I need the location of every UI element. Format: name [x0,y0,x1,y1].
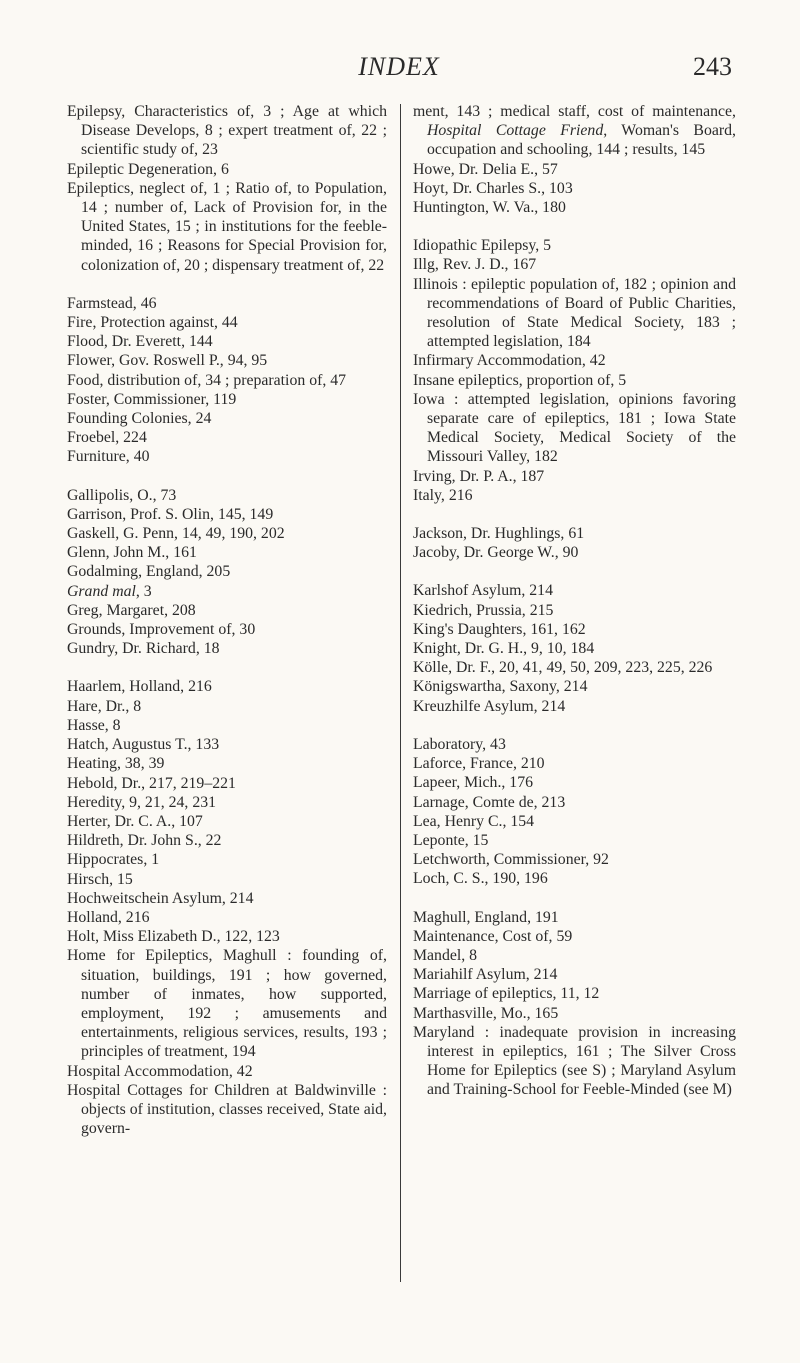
index-entry-text: Grounds, Improvement of, 30 [67,621,256,639]
index-entry [67,927,387,946]
index-entry [413,984,736,1003]
index-entry [413,869,736,888]
index-entry [67,524,387,543]
index-entry-text: Gallipolis, O., 73 [67,486,177,504]
index-entry [413,697,736,716]
index-entry-text: Letchworth, Commissioner, 92 [413,851,609,869]
index-entry [67,447,387,466]
index-entry [67,697,387,716]
index-entry-text: Hippocrates, 1 [67,851,160,869]
index-entry [67,294,387,313]
index-entry [67,850,387,869]
index-entry [67,754,387,773]
index-entry-text: Hospital Cottages for Children at Baldwinville : objects of institution, classes received, State aid, govern- [67,1081,387,1138]
index-entry-text: Italy, 216 [413,486,473,504]
letter-section-gap [67,467,387,486]
letter-section-gap [413,562,736,581]
index-entry-text: Hatch, Augustus T., 133 [67,736,220,754]
index-entry-text: Larnage, Comte de, 213 [413,793,566,811]
page-number: 243 [693,52,732,81]
index-entry-text: Hasse, 8 [67,716,121,734]
index-entry-text: , 3 [135,582,152,600]
index-entry-text: Holland, 216 [67,908,150,926]
index-entry [67,946,387,1061]
index-entry [67,716,387,735]
running-head: INDEX [358,52,440,81]
index-entry [413,639,736,658]
index-entry-text: Farmstead, 46 [67,294,157,312]
index-entry-text: Howe, Dr. Delia E., 57 [413,160,558,178]
index-entry [67,735,387,754]
index-entry-text: Königswartha, Saxony, 214 [413,678,588,696]
letter-section-gap [67,275,387,294]
index-entry-text: Gaskell, G. Penn, 14, 49, 190, 202 [67,525,285,543]
index-entry [67,793,387,812]
index-entry-text: Knight, Dr. G. H., 9, 10, 184 [413,640,595,658]
index-entry [67,620,387,639]
index-entry-text: Heating, 38, 39 [67,755,165,773]
index-entry-text: Flood, Dr. Everett, 144 [67,333,213,351]
index-entry [413,581,736,600]
index-entry [413,371,736,390]
index-entry [413,658,736,677]
index-entry [413,524,736,543]
index-entry [413,793,736,812]
index-entry-text: Leponte, 15 [413,831,489,849]
index-entry [413,601,736,620]
index-entry-italic-text: Hospital Cottage Friend [427,122,604,140]
index-entry-text: Fire, Protection against, 44 [67,314,238,332]
index-entry-text: Marthasville, Mo., 165 [413,1004,559,1022]
index-entry-text: Lea, Henry C., 154 [413,812,535,830]
index-entry [67,812,387,831]
index-entry-text: Lapeer, Mich., 176 [413,774,533,792]
index-entry-text: Loch, C. S., 190, 196 [413,870,548,888]
index-entry [67,1062,387,1081]
index-entry-text: Karlshof Asylum, 214 [413,582,553,600]
index-entry-text: Mariahilf Asylum, 214 [413,966,558,984]
index-entry [67,889,387,908]
index-entry-text: Kreuzhilfe Asylum, 214 [413,697,566,715]
index-entry [67,562,387,581]
index-entry [413,946,736,965]
index-entry [67,102,387,160]
index-entry-text: Maryland : inadequate provision in increasing interest in epileptics, 161 ; The Silver Cross Home for Epileptics (see S) ; Maryland Asylum and Training-School for Feeble-Minded (see M) [413,1023,736,1099]
letter-section-gap [67,658,387,677]
index-entry-text: Glenn, John M., 161 [67,544,197,562]
index-entry [67,390,387,409]
index-entry [413,754,736,773]
index-entry [413,198,736,217]
index-entry-text: Infirmary Accommodation, 42 [413,352,606,370]
page-header [66,52,732,92]
index-entry [67,639,387,658]
index-entry [413,390,736,467]
index-entry [413,620,736,639]
index-entry [413,467,736,486]
index-entry [413,735,736,754]
index-entry-text: Herter, Dr. C. A., 107 [67,812,203,830]
index-entry [413,351,736,370]
index-entry-text: Hebold, Dr., 217, 219–221 [67,774,236,792]
index-entry-text: Irving, Dr. P. A., 187 [413,467,545,485]
index-entry-text: Hoyt, Dr. Charles S., 103 [413,179,573,197]
index-entry [413,102,736,160]
index-entry [67,505,387,524]
letter-section-gap [413,716,736,735]
index-entry-text: Epileptic Degeneration, 6 [67,160,229,178]
index-entry-text: Illg, Rev. J. D., 167 [413,256,537,274]
index-entry-text: Froebel, 224 [67,429,147,447]
index-entry [67,601,387,620]
index-entry [67,677,387,696]
letter-section-gap [413,217,736,236]
index-entry-text: Huntington, W. Va., 180 [413,199,566,217]
index-entry [413,255,736,274]
index-entry [413,850,736,869]
index-entry [413,486,736,505]
index-entry-text: Iowa : attempted legislation, opinions favoring separate care of epileptics, 181 ; Iowa State Medical Society, Medical Society of the Missouri Valley, 182 [413,390,736,466]
index-entry-text: Marriage of epileptics, 11, 12 [413,985,600,1003]
index-entry-text: Maintenance, Cost of, 59 [413,927,573,945]
index-entry-text: Hildreth, Dr. John S., 22 [67,832,222,850]
index-entry [413,965,736,984]
index-entry-text: Founding Colonies, 24 [67,410,212,428]
index-entry [413,677,736,696]
column-divider [400,104,401,1282]
index-entry-text: Greg, Margaret, 208 [67,601,196,619]
index-entry [67,486,387,505]
index-entry [67,351,387,370]
index-entry [67,831,387,850]
index-entry-text: ment, 143 ; medical staff, cost of maintenance, [413,103,736,120]
index-entry [67,409,387,428]
index-entry [67,313,387,332]
index-entry-text: Home for Epileptics, Maghull : founding of, situation, buildings, 191 ; how governed, number of inmates, how supported, employment, 192 ; amusements and entertainments, religious services, results, 193 ; principles of treatment, 194 [67,947,387,1061]
index-entry-text: Idiopathic Epilepsy, 5 [413,237,552,255]
index-column-left [67,102,387,1138]
index-entry-text: Epileptics, neglect of, 1 ; Ratio of, to Population, 14 ; number of, Lack of Provision for, in the United States, 15 ; in institutions for the feeble-minded, 16 ; Reasons for Special Provision for, colonization of, 20 ; dispensary treatment of, 22 [67,179,387,274]
index-entry-text: Epilepsy, Characteristics of, 3 ; Age at which Disease Develops, 8 ; expert treatment of, 22 ; scientific study of, 23 [67,103,387,159]
index-entry [67,870,387,889]
index-entry-text: Hochweitschein Asylum, 214 [67,889,254,907]
index-entry-text: Jackson, Dr. Hughlings, 61 [413,525,585,543]
index-entry-text: Haarlem, Holland, 216 [67,678,212,696]
index-entry [413,831,736,850]
index-entry-text: Mandel, 8 [413,946,478,964]
index-entry-text: , Woman's Board, occupation and schooling, 144 ; results, 145 [427,122,736,159]
index-entry-text: Hirsch, 15 [67,870,133,888]
index-entry [413,927,736,946]
index-entry [413,236,736,255]
index-entry [67,428,387,447]
index-entry-text: Hare, Dr., 8 [67,697,142,715]
index-entry-italic-text: Grand mal [67,582,136,600]
index-entry-text: Laforce, France, 210 [413,755,545,773]
index-entry-text: Illinois : epileptic population of, 182 ; opinion and recommendations of Board of Public Charities, resolution of State Medical Society, 183 ; attempted legislation, 184 [413,275,736,351]
index-entry-text: Flower, Gov. Roswell P., 94, 95 [67,352,268,370]
letter-section-gap [413,889,736,908]
index-entry-text: Insane epileptics, proportion of, 5 [413,371,627,389]
index-entry [413,1023,736,1100]
index-entry [67,332,387,351]
index-entry [67,1081,387,1139]
index-entry-text: Gundry, Dr. Richard, 18 [67,640,220,658]
index-entry-text: Kölle, Dr. F., 20, 41, 49, 50, 209, 223, 225, 226 [413,659,713,677]
index-entry-text: Foster, Commissioner, 119 [67,390,237,408]
index-entry-text: Laboratory, 43 [413,735,506,753]
index-entry [67,160,387,179]
index-entry [67,774,387,793]
index-entry-text: Hospital Accommodation, 42 [67,1062,253,1080]
index-entry-text: King's Daughters, 161, 162 [413,620,586,638]
index-entry [413,275,736,352]
index-column-right [413,102,736,1100]
index-entry [67,543,387,562]
index-entry [413,908,736,927]
index-entry [67,371,387,390]
index-entry [67,582,387,601]
index-entry [413,179,736,198]
index-entry-text: Maghull, England, 191 [413,908,559,926]
letter-section-gap [413,505,736,524]
index-entry-text: Heredity, 9, 21, 24, 231 [67,793,217,811]
index-entry [413,543,736,562]
index-entry-text: Holt, Miss Elizabeth D., 122, 123 [67,928,280,946]
index-entry [413,160,736,179]
index-entry [413,773,736,792]
index-entry [413,812,736,831]
index-entry [413,1004,736,1023]
index-entry-text: Garrison, Prof. S. Olin, 145, 149 [67,505,274,523]
index-entry-text: Food, distribution of, 34 ; preparation of, 47 [67,371,347,389]
index-entry-text: Jacoby, Dr. George W., 90 [413,544,579,562]
index-entry-text: Furniture, 40 [67,448,150,466]
index-entry [67,179,387,275]
index-entry-text: Godalming, England, 205 [67,563,231,581]
index-entry-text: Kiedrich, Prussia, 215 [413,601,554,619]
index-entry [67,908,387,927]
